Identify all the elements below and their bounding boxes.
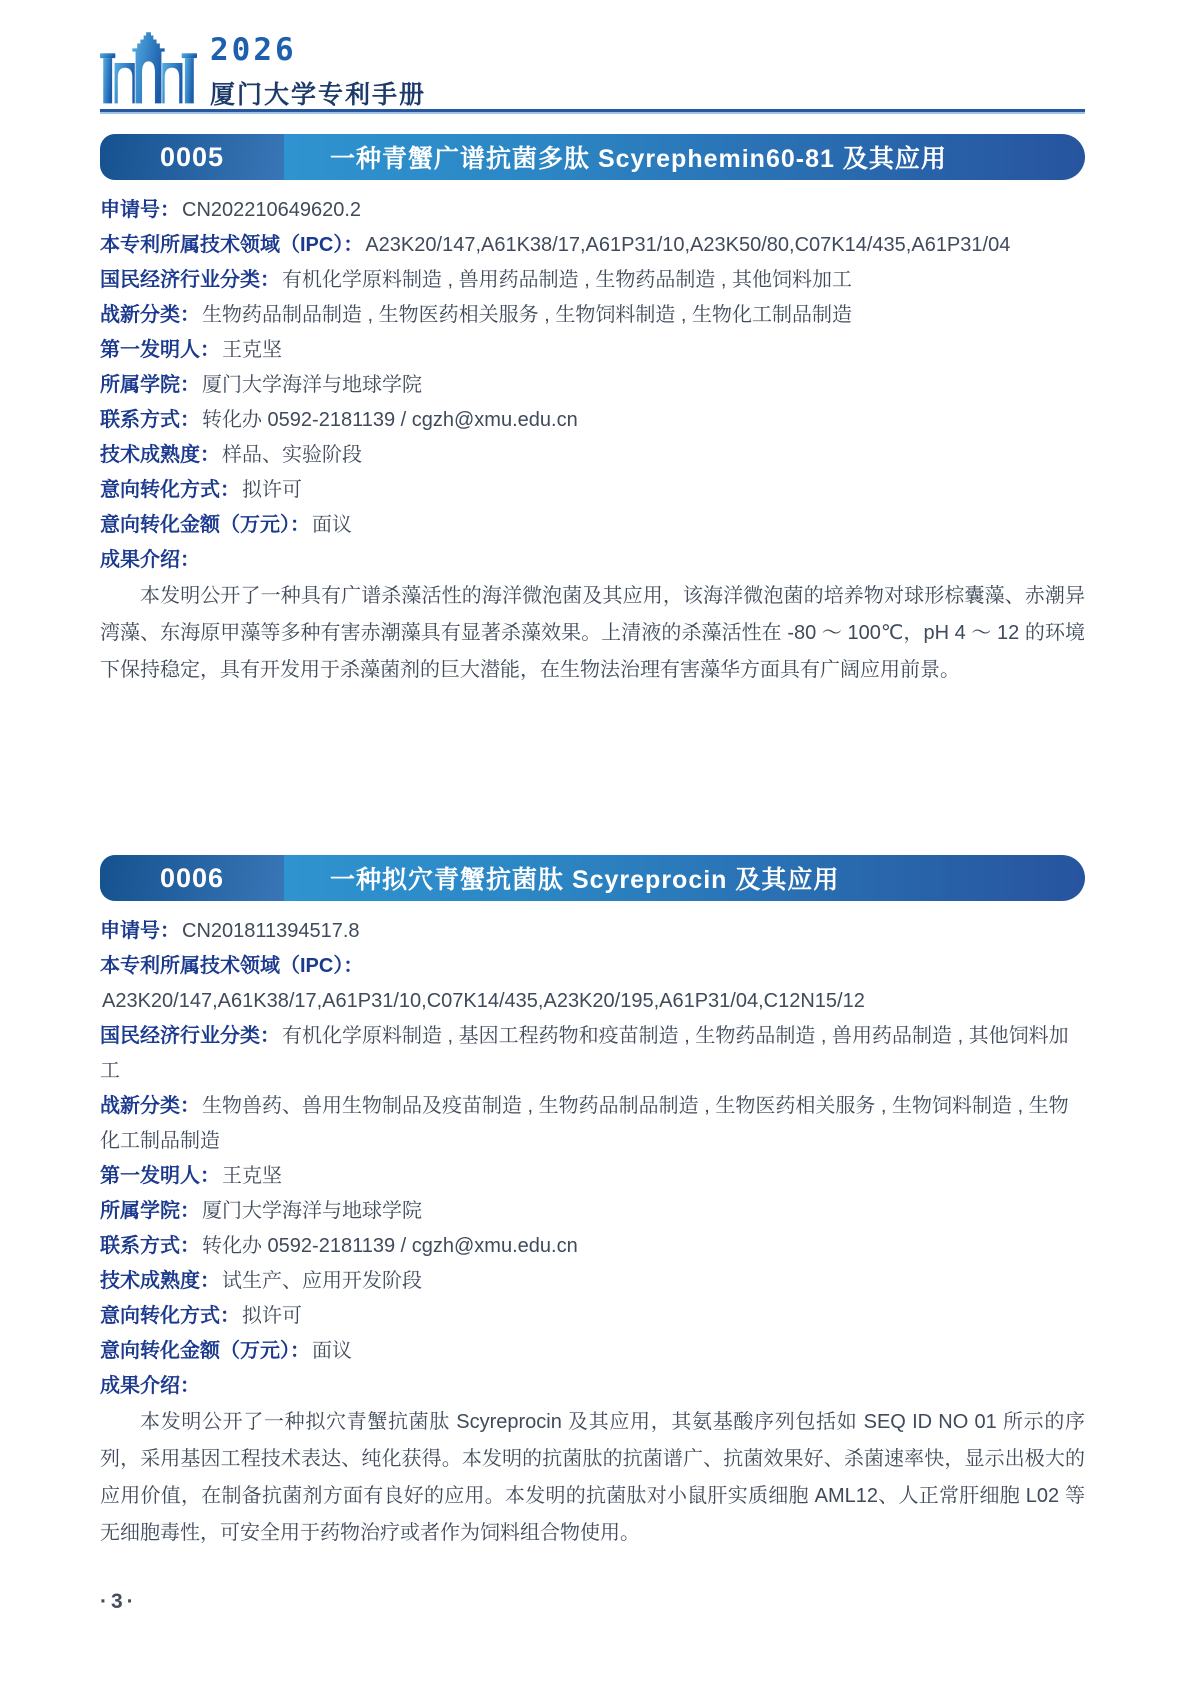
field-industry-classification <box>100 263 1085 298</box>
entry-number-badge: 0006 <box>100 855 284 901</box>
field-label: 战新分类： <box>100 1095 200 1117</box>
intro-paragraph: 本发明公开了一种具有广谱杀藻活性的海洋微泡菌及其应用，该海洋微泡菌的培养物对球形棕囊藻、赤潮异湾藻、东海原甲藻等多种有害赤潮藻具有显著杀藻效果。上清液的杀藻活性在 -80 ～ 100℃，pH 4 ～ 12 的环境下保持稳定，具有开发用于杀藻菌剂的巨大潜能，在生物法治理有害藻华方面具有广阔应用前景。 <box>100 585 1085 681</box>
field-industry-classification <box>100 1019 1085 1089</box>
field-maturity <box>100 1264 1085 1299</box>
field-strategic-classification <box>100 1089 1085 1159</box>
field-value: 生物药品制品制造 , 生物医药相关服务 , 生物饲料制造 , 生物化工制品制造 <box>202 304 853 326</box>
field-value: CN201811394517.8 <box>182 920 360 942</box>
field-value: 样品、实验阶段 <box>222 444 362 466</box>
field-value: 生物兽药、兽用生物制品及疫苗制造 , 生物药品制品制造 , 生物医药相关服务 , 生物饲料制造 , 生物化工制品制造 <box>100 1095 1069 1152</box>
field-label: 所属学院： <box>100 374 200 396</box>
header-year: 2026 <box>210 32 297 68</box>
field-label: 申请号： <box>100 920 180 942</box>
field-value: 厦门大学海洋与地球学院 <box>202 1200 422 1222</box>
field-value: 拟许可 <box>242 479 302 501</box>
field-label: 所属学院： <box>100 1200 200 1222</box>
field-value: 有机化学原料制造 , 兽用药品制造 , 生物药品制造 , 其他饲料加工 <box>282 269 853 291</box>
entry-title-bar <box>100 855 1085 901</box>
field-value: 王克坚 <box>222 1165 282 1187</box>
entry-fields <box>100 914 1085 1369</box>
field-label: 联系方式： <box>100 1235 200 1257</box>
field-transfer-method <box>100 1299 1085 1334</box>
field-label: 本专利所属技术领域（IPC）： <box>100 234 364 256</box>
field-application-number <box>100 193 1085 228</box>
field-label: 国民经济行业分类： <box>100 269 280 291</box>
field-value: 试生产、应用开发阶段 <box>222 1270 422 1292</box>
field-application-number <box>100 914 1085 949</box>
intro-heading: 成果介绍： <box>100 1375 200 1397</box>
field-label: 意向转化金额（万元）： <box>100 514 310 536</box>
field-label: 意向转化方式： <box>100 1305 240 1327</box>
field-transfer-amount <box>100 1334 1085 1369</box>
field-value: 厦门大学海洋与地球学院 <box>202 374 422 396</box>
patent-entry-0006 <box>100 855 1085 1552</box>
page-header <box>100 0 1085 109</box>
field-value: 面议 <box>312 514 352 536</box>
entry-title: 一种拟穴青蟹抗菌肽 Scyreprocin 及其应用 <box>330 866 840 894</box>
field-value: A23K20/147,A61K38/17,A61P31/10,A23K50/80,C07K14/435,A61P31/04 <box>365 234 1011 256</box>
field-label: 第一发明人： <box>100 1165 220 1187</box>
field-label: 第一发明人： <box>100 339 220 361</box>
field-label: 意向转化方式： <box>100 479 240 501</box>
field-label: 本专利所属技术领域（IPC）： <box>100 955 364 977</box>
field-label: 联系方式： <box>100 409 200 431</box>
patent-entry-0005 <box>100 134 1085 689</box>
field-value: A23K20/147,A61K38/17,A61P31/10,C07K14/435,A23K20/195,A61P31/04,C12N15/12 <box>102 990 865 1012</box>
field-value: CN202210649620.2 <box>182 199 362 221</box>
field-value: 转化办 0592-2181139 / cgzh@xmu.edu.cn <box>202 409 578 431</box>
field-label: 申请号： <box>100 199 180 221</box>
field-ipc <box>100 949 1085 1019</box>
field-school <box>100 368 1085 403</box>
field-first-inventor <box>100 1159 1085 1194</box>
entry-number-badge: 0005 <box>100 134 284 180</box>
header-title: 厦门大学专利手册 <box>210 81 427 109</box>
field-contact <box>100 403 1085 438</box>
field-maturity <box>100 438 1085 473</box>
field-first-inventor <box>100 333 1085 368</box>
header-text <box>210 30 426 111</box>
field-strategic-classification <box>100 298 1085 333</box>
field-ipc <box>100 228 1085 263</box>
page-number: ·3· <box>100 1590 138 1613</box>
field-label: 技术成熟度： <box>100 1270 220 1292</box>
field-value: 拟许可 <box>242 1305 302 1327</box>
field-contact <box>100 1229 1085 1264</box>
entry-fields <box>100 193 1085 543</box>
field-label: 意向转化金额（万元）： <box>100 1340 310 1362</box>
field-value: 王克坚 <box>222 339 282 361</box>
field-value: 有机化学原料制造 , 基因工程药物和疫苗制造 , 生物药品制造 , 兽用药品制造 , 其他饲料加工 <box>100 1025 1069 1082</box>
xmu-gate-logo-icon <box>100 30 197 104</box>
intro-paragraph: 本发明公开了一种拟穴青蟹抗菌肽 Scyreprocin 及其应用，其氨基酸序列包括如 SEQ ID NO 01 所示的序列，采用基因工程技术表达、纯化获得。本发明的抗菌肽的抗菌谱广、抗菌效果好、杀菌速率快，显示出极大的应用价值，在制备抗菌剂方面有良好的应用。本发明的抗菌肽对小鼠肝实质细胞 AML12、人正常肝细胞 L02 等无细胞毒性，可安全用于药物治疗或者作为饲料组合物使用。 <box>100 1411 1085 1544</box>
entry-title-bar <box>100 134 1085 180</box>
field-transfer-method <box>100 473 1085 508</box>
field-school <box>100 1194 1085 1229</box>
field-value: 转化办 0592-2181139 / cgzh@xmu.edu.cn <box>202 1235 578 1257</box>
field-label: 技术成熟度： <box>100 444 220 466</box>
entry-title: 一种青蟹广谱抗菌多肽 Scyrephemin60-81 及其应用 <box>330 145 947 173</box>
field-value: 面议 <box>312 1340 352 1362</box>
field-label: 战新分类： <box>100 304 200 326</box>
field-label: 国民经济行业分类： <box>100 1025 280 1047</box>
field-transfer-amount <box>100 508 1085 543</box>
intro-heading: 成果介绍： <box>100 549 200 571</box>
